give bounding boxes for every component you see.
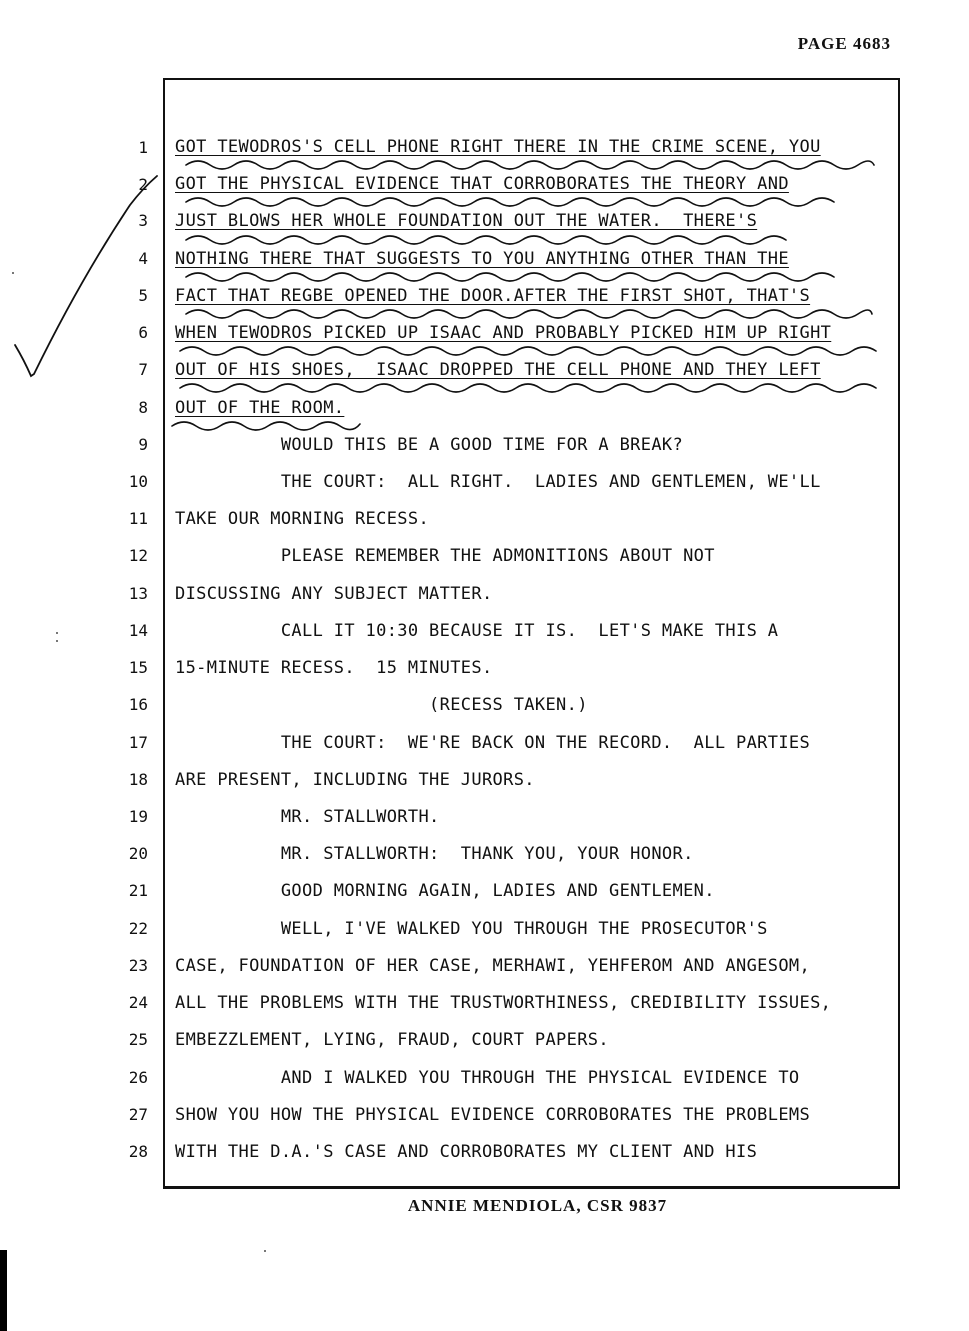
line-number: 17 xyxy=(128,732,148,752)
line-number: 16 xyxy=(128,695,148,715)
line-text: ALL THE PROBLEMS WITH THE TRUSTWORTHINESS, CREDIBILITY ISSUES, xyxy=(175,993,832,1014)
line-text: CALL IT 10:30 BECAUSE IT IS. LET'S MAKE THIS A xyxy=(175,620,779,641)
line-number: 21 xyxy=(128,881,148,901)
line-text: TAKE OUR MORNING RECESS. xyxy=(175,509,430,530)
transcript-line xyxy=(0,211,969,248)
line-number: 13 xyxy=(128,583,148,603)
line-number: 8 xyxy=(138,397,148,417)
line-text: ARE PRESENT, INCLUDING THE JURORS. xyxy=(175,769,535,790)
transcript-line xyxy=(0,1030,969,1067)
line-text: CASE, FOUNDATION OF HER CASE, MERHAWI, YEHFEROM AND ANGESOM, xyxy=(175,955,811,976)
line-text: THE COURT: ALL RIGHT. LADIES AND GENTLEMEN, WE'LL xyxy=(175,471,821,492)
transcript-line xyxy=(0,323,969,360)
scan-speck xyxy=(56,632,58,634)
transcript-line xyxy=(0,658,969,695)
transcript-line xyxy=(0,398,969,435)
line-number: 1 xyxy=(138,138,148,157)
line-number: 25 xyxy=(128,1030,148,1050)
line-text: EMBEZZLEMENT, LYING, FRAUD, COURT PAPERS. xyxy=(175,1030,609,1051)
transcript-line xyxy=(0,137,969,174)
reporter-footer: ANNIE MENDIOLA, CSR 9837 xyxy=(407,1196,668,1215)
line-number: 20 xyxy=(128,844,148,864)
line-text: WOULD THIS BE A GOOD TIME FOR A BREAK? xyxy=(175,434,684,455)
line-text: WITH THE D.A.'S CASE AND CORROBORATES MY CLIENT AND HIS xyxy=(175,1141,758,1162)
transcript-line xyxy=(0,360,969,397)
transcript-line xyxy=(0,733,969,770)
line-number: 23 xyxy=(128,955,148,975)
transcript-line xyxy=(0,509,969,546)
transcript-line xyxy=(0,1068,969,1105)
line-text: SHOW YOU HOW THE PHYSICAL EVIDENCE CORROBORATES THE PROBLEMS xyxy=(175,1104,811,1125)
transcript-line xyxy=(0,286,969,323)
transcript-line xyxy=(0,807,969,844)
line-number: 2 xyxy=(138,175,148,195)
line-text: MR. STALLWORTH. xyxy=(175,806,440,827)
transcript-line xyxy=(0,472,969,509)
line-text: OUT OF THE ROOM. xyxy=(175,397,345,418)
transcript-line xyxy=(0,881,969,918)
transcript-line xyxy=(0,770,969,807)
line-number: 10 xyxy=(128,471,148,491)
line-number: 19 xyxy=(128,806,148,826)
line-text: FACT THAT REGBE OPENED THE DOOR.AFTER THE FIRST SHOT, THAT'S xyxy=(175,285,811,306)
transcript-line xyxy=(0,249,969,286)
line-number: 24 xyxy=(128,993,148,1013)
line-text: PLEASE REMEMBER THE ADMONITIONS ABOUT NOT xyxy=(175,546,715,567)
line-number: 4 xyxy=(138,248,148,268)
line-number: 15 xyxy=(128,658,148,678)
transcript-line xyxy=(0,546,969,583)
line-number: 9 xyxy=(138,434,148,454)
transcript-line xyxy=(0,844,969,881)
line-number: 27 xyxy=(128,1104,148,1124)
line-number: 5 xyxy=(138,285,148,305)
line-number: 26 xyxy=(128,1067,148,1087)
line-text: GOT TEWODROS'S CELL PHONE RIGHT THERE IN THE CRIME SCENE, YOU xyxy=(175,137,821,157)
line-number: 7 xyxy=(138,360,148,380)
line-text: JUST BLOWS HER WHOLE FOUNDATION OUT THE WATER. THERE'S xyxy=(175,211,758,232)
scan-speck xyxy=(264,1250,266,1252)
line-text: OUT OF HIS SHOES, ISAAC DROPPED THE CELL PHONE AND THEY LEFT xyxy=(175,360,821,381)
line-text: NOTHING THERE THAT SUGGESTS TO YOU ANYTHING OTHER THAN THE xyxy=(175,248,789,269)
line-text: THE COURT: WE'RE BACK ON THE RECORD. ALL PARTIES xyxy=(175,732,811,753)
line-number: 11 xyxy=(128,509,148,529)
transcript-line xyxy=(0,435,969,472)
line-text: (RECESS TAKEN.) xyxy=(175,695,588,716)
line-number: 14 xyxy=(128,620,148,640)
line-number: 3 xyxy=(138,211,148,231)
line-number: 12 xyxy=(128,546,148,566)
line-number: 28 xyxy=(128,1141,148,1161)
line-number: 18 xyxy=(128,769,148,789)
transcript-line xyxy=(0,621,969,658)
transcript-line xyxy=(0,174,969,211)
line-text: DISCUSSING ANY SUBJECT MATTER. xyxy=(175,583,493,604)
line-text: AND I WALKED YOU THROUGH THE PHYSICAL EVIDENCE TO xyxy=(175,1067,800,1088)
line-text: MR. STALLWORTH: THANK YOU, YOUR HONOR. xyxy=(175,844,694,865)
line-text: 15-MINUTE RECESS. 15 MINUTES. xyxy=(175,658,493,679)
scan-edge-mark xyxy=(0,1250,7,1331)
scan-speck xyxy=(12,272,14,274)
transcript-line xyxy=(0,695,969,732)
line-text: GOOD MORNING AGAIN, LADIES AND GENTLEMEN. xyxy=(175,881,715,902)
line-text: GOT THE PHYSICAL EVIDENCE THAT CORROBORATES THE THEORY AND xyxy=(175,174,789,195)
line-text: WELL, I'VE WALKED YOU THROUGH THE PROSECUTOR'S xyxy=(175,918,768,939)
transcript-line xyxy=(0,956,969,993)
transcript-line xyxy=(0,919,969,956)
page-number: PAGE 4683 xyxy=(797,34,891,53)
transcript-line xyxy=(0,1105,969,1142)
scan-speck xyxy=(56,640,58,642)
transcript-line xyxy=(0,1142,969,1179)
line-number: 6 xyxy=(138,323,148,343)
transcript-line xyxy=(0,993,969,1030)
line-number: 22 xyxy=(128,918,148,938)
transcript-line xyxy=(0,584,969,621)
line-text: WHEN TEWODROS PICKED UP ISAAC AND PROBABLY PICKED HIM UP RIGHT xyxy=(175,323,832,344)
